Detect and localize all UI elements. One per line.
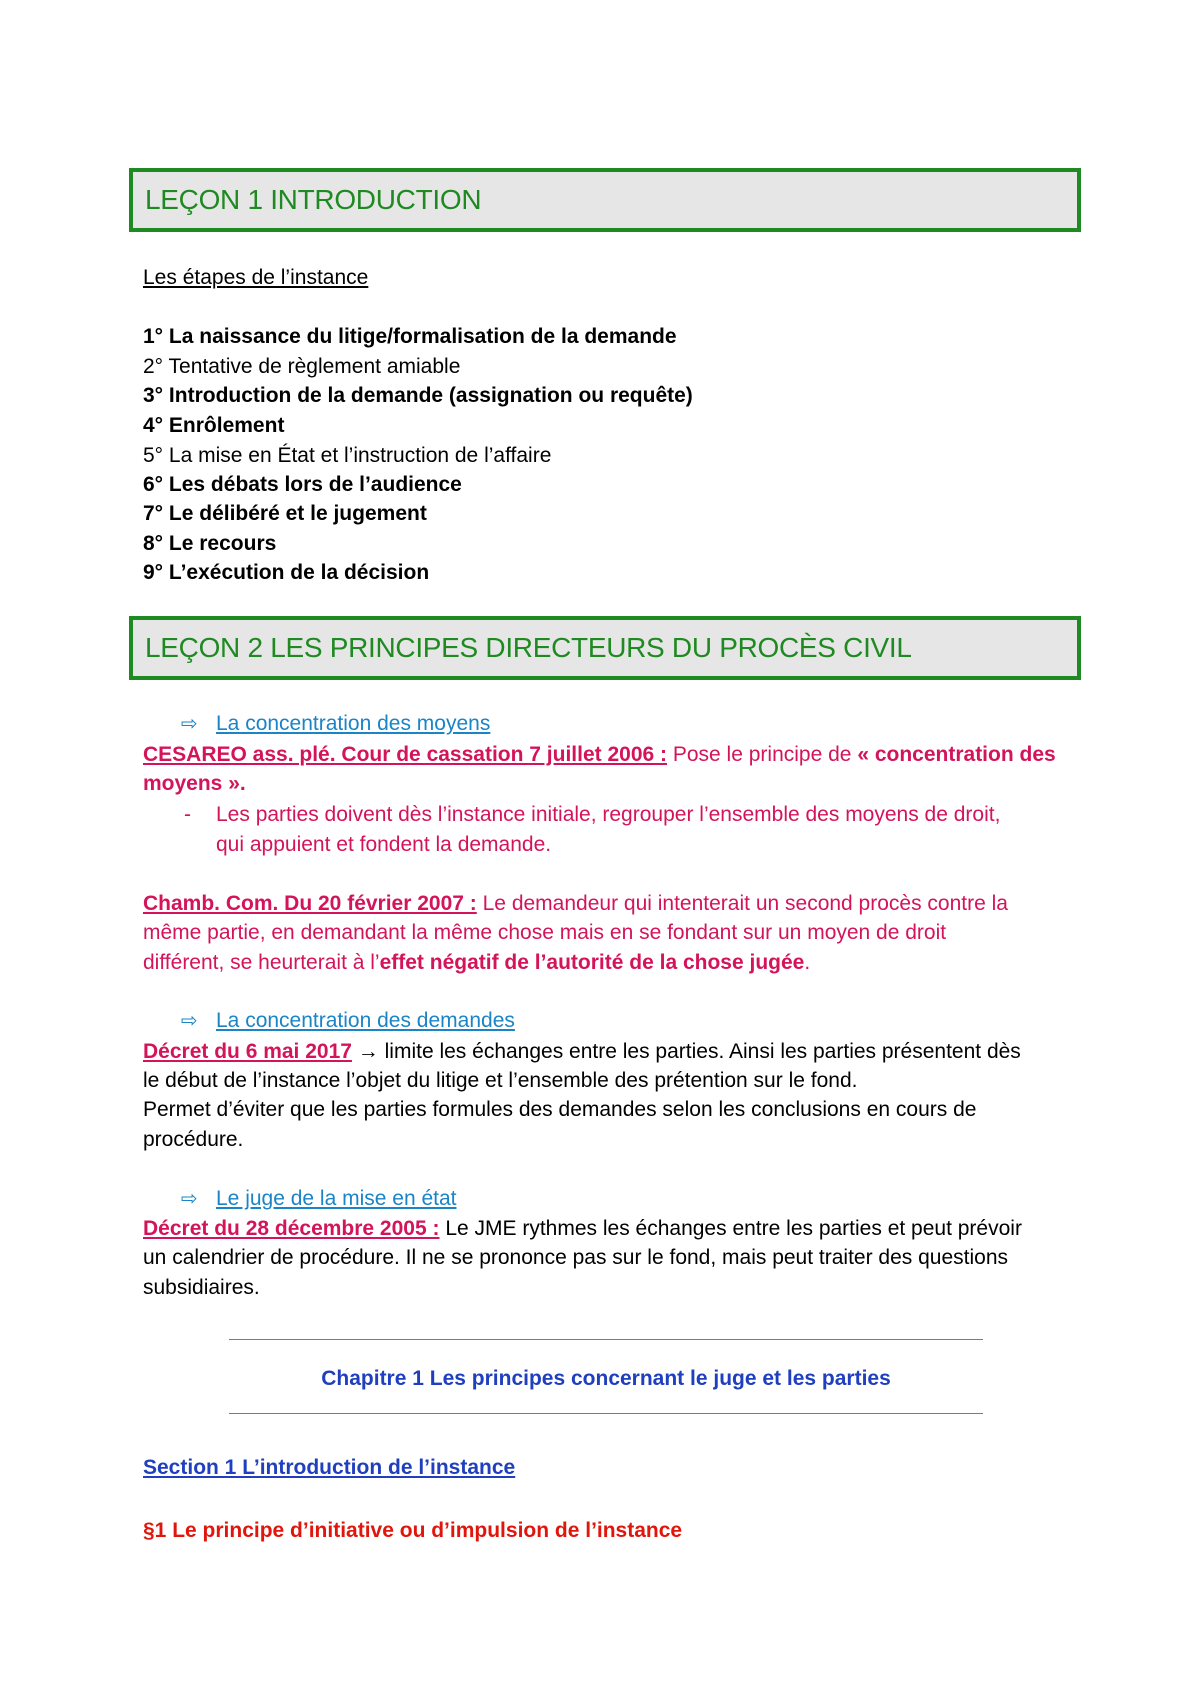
ref-decret-2005-text: Le JME rythmes les échanges entre les parties et peut prévoir [439,1217,1022,1240]
bullet-text-line1: Les parties doivent dès l’instance initiale, regrouper l’ensemble des moyens de droit, [216,803,1001,826]
ref-decret-2017-label: Décret du 6 mai 2017 [143,1040,352,1063]
step-item: 1° La naissance du litige/formalisation de la demande [143,325,677,348]
ref-cesareo-emphasis: « concentration des [857,743,1056,766]
section-title[interactable]: Section 1 L’introduction de l’instance [143,1456,516,1479]
lesson2-title-box [129,616,1081,680]
paragraph-title: §1 Le principe d’initiative ou d’impulsion de l’instance [143,1519,683,1542]
ref-chamb-com-text: Le demandeur qui intenterait un second procès contre la [476,892,1008,915]
arrow-right-icon: ⇨ [181,713,198,735]
arrow-right-icon: ⇨ [181,1188,198,1210]
heading-concentration-moyens[interactable]: La concentration des moyens [216,712,491,735]
decret-2017-line2: le début de l’instance l’objet du litige et l’ensemble des prétention sur le fond. [143,1069,858,1092]
lesson1-title: LEÇON 1 INTRODUCTION [145,184,482,215]
step-item: 8° Le recours [143,532,277,555]
lesson2-title: LEÇON 2 LES PRINCIPES DIRECTEURS DU PROCÈS CIVIL [145,632,912,663]
step-item: 5° La mise en État et l’instruction de l’affaire [143,444,552,467]
step-item: 6° Les débats lors de l’audience [143,473,462,496]
heading-juge-mise-en-etat[interactable]: Le juge de la mise en état [216,1187,457,1210]
ref-cesareo-label: CESAREO ass. plé. Cour de cassation 7 juillet 2006 : [143,743,668,766]
decret-2017-line3: Permet d’éviter que les parties formules des demandes selon les conclusions en cours de [143,1098,977,1121]
step-item: 2° Tentative de règlement amiable [143,355,461,378]
divider-top [229,1339,983,1340]
step-item: 4° Enrôlement [143,414,285,437]
bullet-dash: - [184,803,191,826]
step-item: 3° Introduction de la demande (assignation ou requête) [143,384,693,407]
decret-2005-line2: un calendrier de procédure. Il ne se prononce pas sur le fond, mais peut traiter des questions [143,1246,1009,1269]
step-item: 7° Le délibéré et le jugement [143,502,427,525]
decret-2017-line4: procédure. [143,1128,244,1151]
bullet-text-line2: qui appuient et fondent la demande. [216,833,552,856]
ref-cesareo [143,743,1056,767]
ref-chamb-com [143,892,1008,916]
decret-2005-line3: subsidiaires. [143,1276,260,1299]
ref-chamb-com-line3-a: différent, se heurterait à l’ [143,951,380,974]
step-item: 9° L’exécution de la décision [143,561,430,584]
divider-bottom [229,1413,983,1414]
heading-concentration-demandes[interactable]: La concentration des demandes [216,1009,515,1032]
ref-chamb-com-line3 [143,951,810,975]
lesson1-subtitle: Les étapes de l’instance [143,266,369,289]
ref-chamb-com-line2: même partie, en demandant la même chose mais en se fondant sur un moyen de droit [143,921,947,944]
ref-decret-2005-label: Décret du 28 décembre 2005 : [143,1217,440,1240]
ref-decret-2017-text: limite les échanges entre les parties. Ainsi les parties présentent dès [384,1040,1021,1063]
ref-cesareo-cont: moyens ». [143,772,246,795]
chapter-title: Chapitre 1 Les principes concernant le juge et les parties [321,1367,891,1390]
arrow-icon: → [351,1040,385,1063]
arrow-right-icon: ⇨ [181,1010,198,1032]
ref-decret-2017 [143,1040,1021,1064]
lesson1-title-box [129,168,1081,232]
ref-chamb-com-line3-emphasis: effet négatif de l’autorité de la chose jugée [379,951,805,974]
ref-chamb-com-label: Chamb. Com. Du 20 février 2007 : [143,892,477,915]
ref-chamb-com-line3-c: . [804,951,811,974]
ref-cesareo-text: Pose le principe de [667,743,858,766]
ref-decret-2005 [143,1217,1022,1241]
